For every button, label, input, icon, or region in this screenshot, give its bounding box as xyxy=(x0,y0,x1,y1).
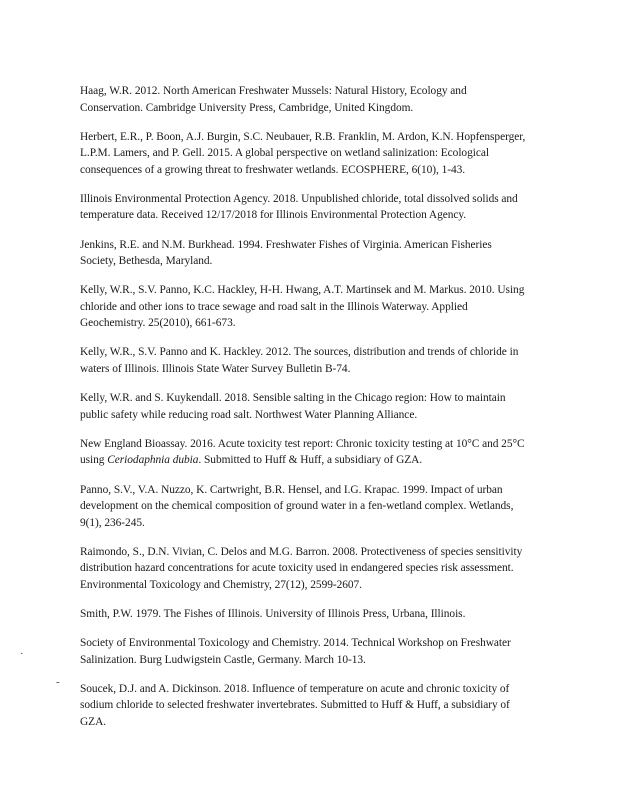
reference-entry: Soucek, D.J. and A. Dickinson. 2018. Influence of temperature on acute and chronic toxicity of sodium chloride to selected freshwater invertebrates. Submitted to Huff & Huff, a subsidiary of GZA. xyxy=(80,682,510,728)
reference-entry: Haag, W.R. 2012. North American Freshwater Mussels: Natural History, Ecology and Conservation. Cambridge University Press, Cambridge, United Kingdom. xyxy=(80,85,467,114)
scan-mark: · xyxy=(20,648,24,660)
reference-entry: Illinois Environmental Protection Agency. 2018. Unpublished chloride, total dissolved solids and temperature data. Received 12/17/2018 for Illinois Environmental Protection Agency. xyxy=(80,192,518,222)
scan-mark: - xyxy=(56,676,60,688)
reference-entry: Kelly, W.R., S.V. Panno, K.C. Hackley, H-H. Hwang, A.T. Martinsek and M. Markus. 2010. Using chloride and other ions to trace sewage and road salt in the Illinois Waterway. Applied Geochemistry. 25(2010), 661-673. xyxy=(80,284,525,330)
reference-entry: Smith, P.W. 1979. The Fishes of Illinois. University of Illinois Press, Urbana, Illinois. xyxy=(80,607,466,620)
reference-list xyxy=(80,83,530,743)
reference-entry: Herbert, E.R., P. Boon, A.J. Burgin, S.C. Neubauer, R.B. Franklin, M. Ardon, K.N. Hopfensperger, L.P.M. Lamers, and P. Gell. 2015. A global perspective on wetland salinization: Ecological consequences of a growing threat to freshwater wetlands. ECOSPHERE, 6(10), 1-43. xyxy=(80,130,526,176)
species-name: Ceriodaphnia dubia xyxy=(107,454,199,467)
reference-entry: Kelly, W.R. and S. Kuykendall. 2018. Sensible salting in the Chicago region: How to maintain public safety while reducing road salt. Northwest Water Planning Alliance. xyxy=(80,392,506,421)
reference-entry: Kelly, W.R., S.V. Panno and K. Hackley. 2012. The sources, distribution and trends of chloride in waters of Illinois. Illinois State Water Survey Bulletin B-74. xyxy=(80,346,519,375)
reference-text: New England Bioassay. 2016. Acute toxicity test report: Chronic toxicity testing at 10°C and 25°C using xyxy=(80,437,525,467)
reference-entry: Jenkins, R.E. and N.M. Burkhead. 1994. Freshwater Fishes of Virginia. American Fisheries Society, Bethesda, Maryland. xyxy=(80,238,492,268)
reference-entry: Raimondo, S., D.N. Vivian, C. Delos and M.G. Barron. 2008. Protectiveness of species sensitivity distribution hazard concentrations for acute toxicity used in endangered species risk assessment. Environmental Toxicology and Chemistry, 27(12), 2599-2607. xyxy=(80,545,523,591)
reference-text: . Submitted to Huff & Huff, a subsidiary of GZA. xyxy=(198,454,423,467)
reference-entry: Panno, S.V., V.A. Nuzzo, K. Cartwright, B.R. Hensel, and I.G. Krapac. 1999. Impact of urban development on the chemical composition of ground water in a fen-wetland complex. Wetlands, 9(1), 236-245. xyxy=(80,483,514,529)
reference-entry xyxy=(80,436,530,469)
reference-entry: Society of Environmental Toxicology and Chemistry. 2014. Technical Workshop on Freshwater Salinization. Burg Ludwigstein Castle, Germany. March 10-13. xyxy=(80,637,511,666)
